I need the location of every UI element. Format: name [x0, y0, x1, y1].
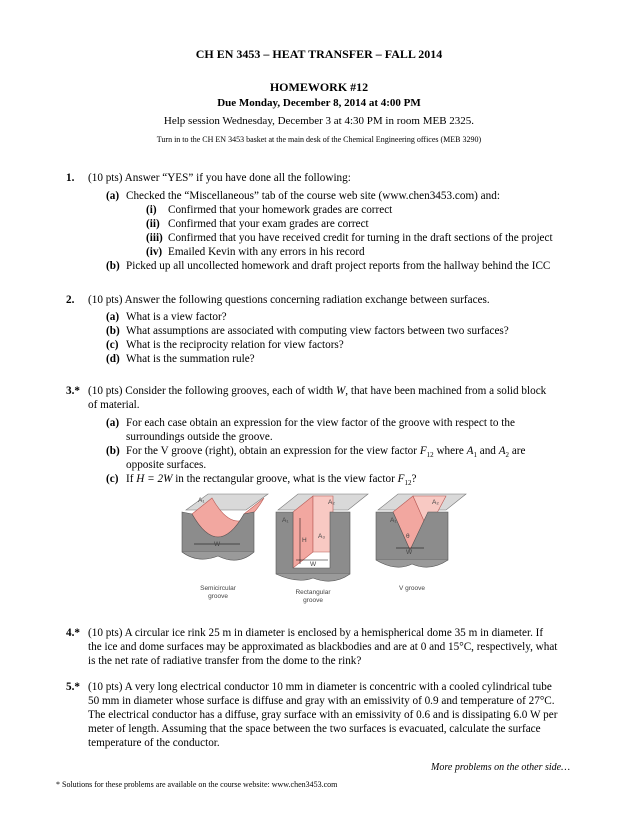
p3-a-text2: surroundings outside the groove. — [126, 431, 273, 443]
p3-c-F: F — [397, 473, 405, 485]
p3-c-if: If — [126, 473, 137, 485]
p3-a-label: (a) — [106, 417, 120, 429]
turn-in-note: Turn in to the CH EN 3453 basket at the main desk of the Chemical Engineering offices (MEB 3290) — [156, 135, 482, 144]
p3-b-A2-sub: 2 — [505, 451, 510, 460]
problem-5-number: 5.* — [66, 681, 80, 693]
problem-4-line2: the ice and dome surfaces may be approximated as blackbodies and are at 0 and 15°C, respectively, what — [88, 641, 558, 653]
problem-5-line4: meter of length. Assuming that the space between the two surfaces is evacuated, calculate the surface — [88, 723, 541, 735]
p1-iv-label: (iv) — [146, 246, 163, 258]
label-w-rectangular: W — [310, 561, 317, 568]
more-problems-note: More problems on the other side… — [431, 762, 570, 773]
p2-b-text: What assumptions are associated with computing view factors between two surfaces? — [126, 325, 509, 337]
p3-b-A1-sub: 1 — [473, 451, 477, 460]
p2-a-label: (a) — [106, 311, 120, 323]
problem-5-line1: (10 pts) A very long electrical conductor 10 mm in diameter is concentric with a cooled cylindrical tube — [88, 681, 552, 693]
help-session: Help session Wednesday, December 3 at 4:30 PM in room MEB 2325. — [163, 115, 475, 127]
p1-b-text: Picked up all uncollected homework and draft project reports from the hallway behind the ICC — [126, 260, 551, 272]
problem-4-number: 4.* — [66, 627, 80, 639]
semicircular-groove — [182, 494, 268, 560]
p3-width-var: W — [335, 385, 346, 397]
p1-iii-text: Confirmed that you have received credit for turning in the draft sections of the project — [168, 232, 553, 244]
p3-c-F-sub: 12 — [404, 479, 412, 488]
p3-c-label: (c) — [106, 473, 119, 485]
p3-b-F: F — [419, 445, 427, 457]
problem-3-text-line2: of material. — [88, 399, 140, 411]
p3-b-pre: For the V groove (right), obtain an expression for the view factor — [126, 445, 420, 457]
p3-b-are: are — [509, 445, 526, 457]
problem-1-number: 1. — [66, 172, 75, 184]
p3-c-text — [126, 472, 416, 490]
course-title: CH EN 3453 – HEAT TRANSFER – FALL 2014 — [195, 47, 443, 61]
problem-2-text: (10 pts) Answer the following questions concerning radiation exchange between surfaces. — [88, 294, 490, 306]
label-a2-rectangular: A₂ — [328, 499, 335, 506]
p3-b-label: (b) — [106, 445, 120, 457]
label-a2-vgroove: A₂ — [432, 499, 439, 506]
problem-2-number: 2. — [66, 294, 75, 306]
label-a1-semicircular: A₁ — [198, 497, 205, 504]
p2-d-label: (d) — [106, 353, 120, 365]
p2-c-text: What is the reciprocity relation for view factors? — [126, 339, 344, 351]
p1-ii-text: Confirmed that your exam grades are correct — [168, 218, 369, 230]
p1-i-text: Confirmed that your homework grades are correct — [168, 204, 393, 216]
due-date: Due Monday, December 8, 2014 at 4:00 PM — [217, 97, 421, 109]
p2-a-text: What is a view factor? — [126, 311, 227, 323]
problem-5-line2: 50 mm in diameter whose surface is diffuse and gray with an emissivity of 0.9 and temperature of 27°C. — [88, 695, 555, 707]
grooves-figure — [178, 490, 468, 610]
p3-b-A1: A — [466, 445, 474, 457]
p2-c-label: (c) — [106, 339, 119, 351]
label-w-vgroove: W — [406, 549, 413, 556]
p3-text1-pre: (10 pts) Consider the following grooves, each of width — [88, 385, 336, 397]
p3-b-and: and — [476, 445, 499, 457]
p1-iii-label: (iii) — [146, 232, 163, 244]
problem-5-line5: temperature of the conductor. — [88, 737, 220, 749]
p3-b-F-sub: 12 — [426, 451, 434, 460]
v-groove — [376, 494, 466, 567]
label-a1-rectangular: A₁ — [282, 517, 289, 524]
problem-4-line3: is the net rate of radiative transfer from the dome to the rink? — [88, 655, 362, 667]
problem-1-text: (10 pts) Answer “YES” if you have done all the following: — [88, 172, 351, 184]
p3-b-mid: where — [433, 445, 467, 457]
problem-5-line3: The electrical conductor has a diffuse, gray surface with an emissivity of 0.6 and is dissipating 6.0 W per — [88, 709, 558, 721]
problem-3-number: 3.* — [66, 385, 80, 397]
label-h-rectangular: H — [302, 537, 307, 544]
p2-b-label: (b) — [106, 325, 120, 337]
p3-b-text2: opposite surfaces. — [126, 459, 207, 471]
label-theta-vgroove: θ — [406, 533, 410, 540]
p2-d-text: What is the summation rule? — [126, 353, 255, 365]
problem-4-line1: (10 pts) A circular ice rink 25 m in diameter is enclosed by a hemispherical dome 35 m in diameter. If — [88, 627, 544, 639]
p3-c-mid: in the rectangular groove, what is the view factor — [172, 473, 398, 485]
caption-rectangular-1: Rectangular — [295, 589, 331, 596]
label-w-semicircular: W — [214, 541, 221, 548]
p1-a-text: Checked the “Miscellaneous” tab of the course web site (www.chen3453.com) and: — [126, 190, 500, 202]
p1-i-label: (i) — [146, 204, 157, 216]
caption-rectangular-2: groove — [303, 597, 323, 604]
homework-title: HOMEWORK #12 — [269, 80, 369, 94]
p3-b-A2: A — [498, 445, 506, 457]
p3-c-eq: H = 2W — [136, 473, 173, 485]
p3-c-q: ? — [411, 473, 417, 485]
caption-semicircular-2: groove — [208, 593, 228, 600]
p3-text1-post: , that have been machined from a solid block — [345, 385, 547, 397]
p1-iv-text: Emailed Kevin with any errors in his record — [168, 246, 365, 258]
problem-3-text-line1 — [88, 384, 546, 398]
label-a3-rectangular: A₃ — [318, 533, 325, 540]
p1-b-label: (b) — [106, 260, 120, 272]
label-a1-vgroove: A₁ — [390, 517, 397, 524]
p1-a-label: (a) — [106, 190, 120, 202]
caption-semicircular-1: Semicircular — [200, 585, 236, 592]
p3-a-text1: For each case obtain an expression for the view factor of the groove with respect to the — [126, 417, 515, 429]
p1-ii-label: (ii) — [146, 218, 160, 230]
solutions-footnote: * Solutions for these problems are available on the course website: www.chen3453.com — [56, 780, 338, 789]
caption-vgroove: V groove — [398, 585, 426, 592]
